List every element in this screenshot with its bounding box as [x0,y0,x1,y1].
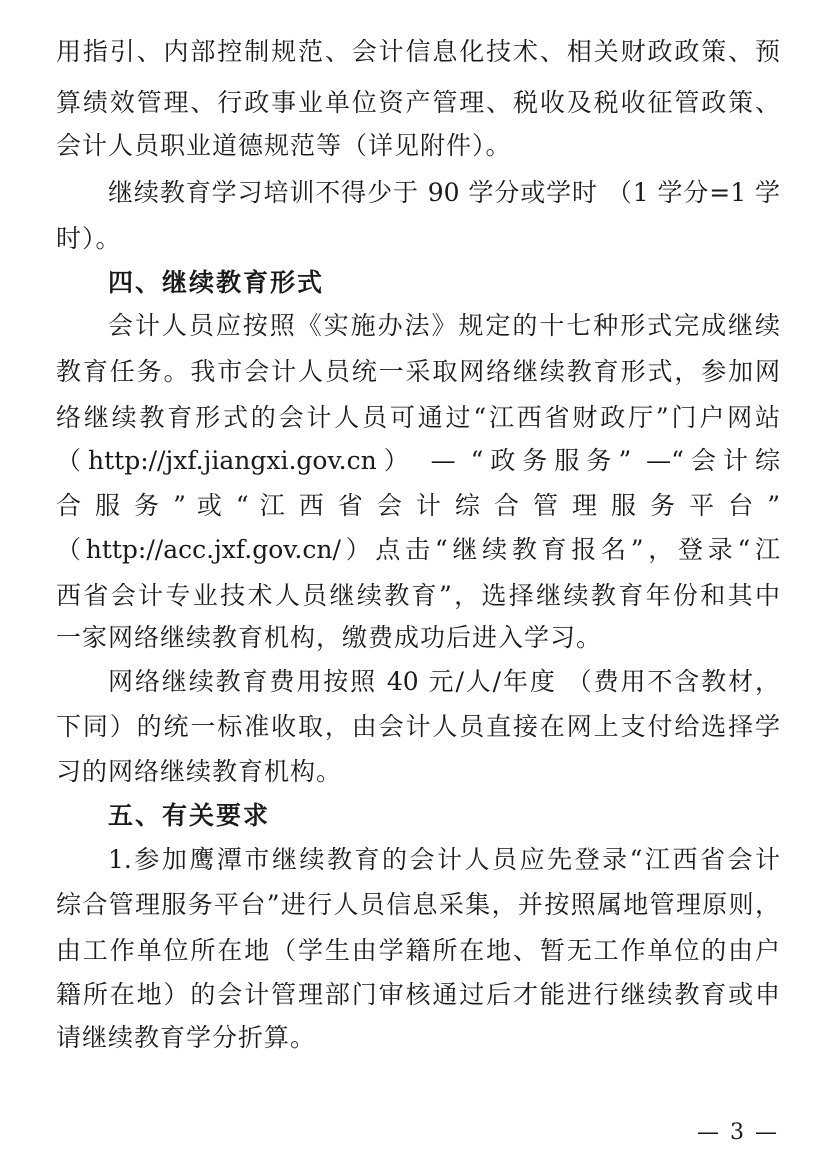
text-line: 综合管理服务平台”进行人员信息采集，并按照属地管理原则， [56,890,780,919]
text-line: （http://acc.jxf.gov.cn/）点击“继续教育报名”，登录“江 [56,535,780,564]
text-line: 会计人员职业道德规范等（详见附件）。 [56,131,512,160]
page-number: — 3 — [697,1120,779,1145]
section-heading-5: 五、有关要求 [108,801,271,830]
text-line: 西省会计专业技术人员继续教育”，选择继续教育年份和其中 [56,581,780,610]
text-line: 籍所在地）的会计管理部门审核通过后才能进行继续教育或申 [56,980,780,1009]
text-line: 习的网络继续教育机构。 [56,757,343,786]
text-line: 一家网络继续教育机构，缴费成功后进入学习。 [56,623,603,652]
paragraph-line-indented: 会计人员应按照《实施办法》规定的十七种形式完成继续 [108,311,780,340]
text-line: 用指引、内部控制规范、会计信息化技术、相关财政政策、预 [56,37,780,66]
text-line: 算绩效管理、行政事业单位资产管理、税收及税收征管政策、 [56,88,780,117]
text-line: 络继续教育形式的会计人员可通过“江西省财政厅”门户网站 [56,403,780,432]
section-heading-4: 四、继续教育形式 [108,268,325,297]
paragraph-line-indented: 继续教育学习培训不得少于 90 学分或学时 （1 学分=1 学 [108,178,780,207]
text-line: 由工作单位所在地（学生由学籍所在地、暂无工作单位的由户 [56,936,780,965]
text-line: 请继续教育学分折算。 [56,1023,317,1052]
paragraph-line-indented: 网络继续教育费用按照 40 元/人/年度 （费用不含教材， [108,667,780,696]
text-line: （http://jxf.jiangxi.gov.cn） — “政务服务” —“会计综 [56,446,780,475]
text-line: 时）。 [56,224,122,253]
text-line: 教育任务。我市会计人员统一采取网络继续教育形式，参加网 [56,357,780,386]
text-line: 合 服 务 ” 或 “ 江 西 省 会 计 综 合 管 理 服 务 平 台 ” [56,491,780,520]
paragraph-line-indented: 1.参加鹰潭市继续教育的会计人员应先登录“江西省会计 [108,845,780,874]
text-line: 下同）的统一标准收取，由会计人员直接在网上支付给选择学 [56,712,780,741]
